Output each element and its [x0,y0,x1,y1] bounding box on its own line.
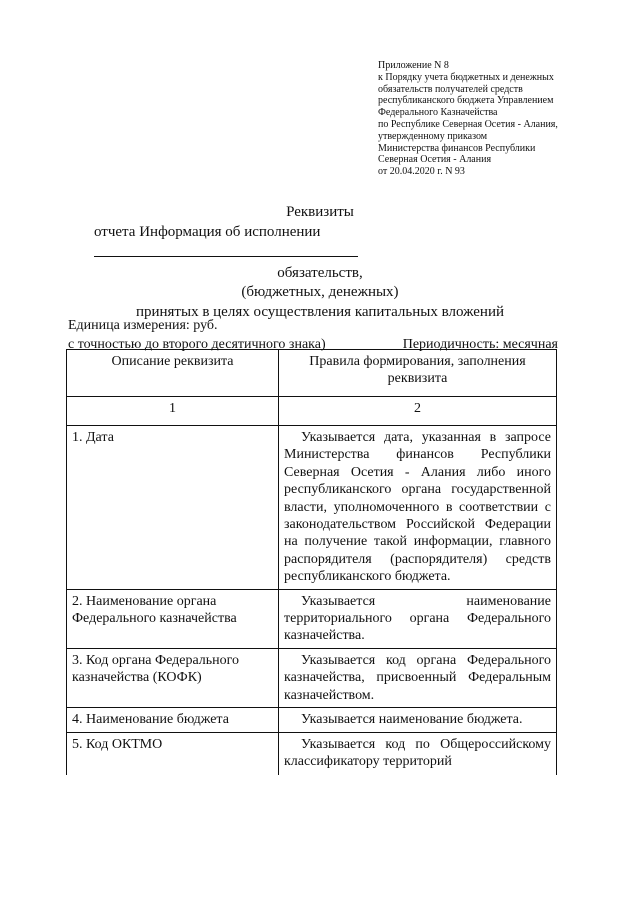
requisite-rule: Указывается код органа Федерального казначейства, присвоенный Федеральным казначейством. [279,648,557,707]
table-row [67,732,557,775]
requisite-rule: Указывается дата, указанная в запросе Министерства финансов Республики Северная Осетия - Алания либо иного республиканского органа государственной власти, уполномоченного в соответствии с законодательством Российской Федерации на получение такой информации, главного распорядителя (распорядителя) средств республиканского бюджета. [279,426,557,590]
title-line-4: (бюджетных, денежных) [241,284,399,300]
requisite-name: 1. Дата [67,426,279,590]
table-row [67,589,557,648]
table-row [67,426,557,590]
table-header-row [67,350,557,397]
column-number-2: 2 [279,397,557,426]
column-number-1: 1 [67,397,279,426]
requisites-table [66,349,557,775]
requisite-name: 2. Наименование органа Федерального казначейства [67,589,279,648]
requisite-name: 3. Код органа Федерального казначейства (КОФК) [67,648,279,707]
table-row [67,708,557,732]
title-line-5: принятых в целях осуществления капитальных вложений [135,303,505,320]
table-row [67,648,557,707]
title-line-3: обязательств, [277,264,363,281]
unit-of-measure: Единица измерения: руб. [68,318,218,333]
header-description: Описание реквизита [67,350,279,397]
requisite-rule: Указывается наименование бюджета. [279,708,557,732]
title-line-1: Реквизиты [286,204,354,220]
table-number-row [67,397,557,426]
precision-note: с точностью до второго десятичного знака) [68,337,326,352]
requisite-rule: Указывается наименование территориального органа Федерального казначейства. [279,589,557,648]
header-rules: Правила формирования, заполнения реквизита [279,350,557,397]
document-title [60,203,580,322]
requisite-name: 5. Код ОКТМО [67,732,279,775]
blank-underline [94,242,358,257]
requisite-rule: Указывается код по Общероссийскому классификатору территорий [279,732,557,775]
appendix-note: Приложение N 8 к Порядку учета бюджетных и денежных обязательств получателей средств республиканского бюджета Управлением Федерального Казначейства по Республике Северная Осетия - Алания, утвержденному приказом Министерства финансов Республики Северная Осетия - Алания от 20.04.2020 г. N 93 [378,60,558,178]
requisite-name: 4. Наименование бюджета [67,708,279,732]
title-line-2-text: отчета Информация об исполнении [94,223,321,240]
periodicity: Периодичность: месячная [402,337,558,352]
title-line-2 [60,223,580,264]
